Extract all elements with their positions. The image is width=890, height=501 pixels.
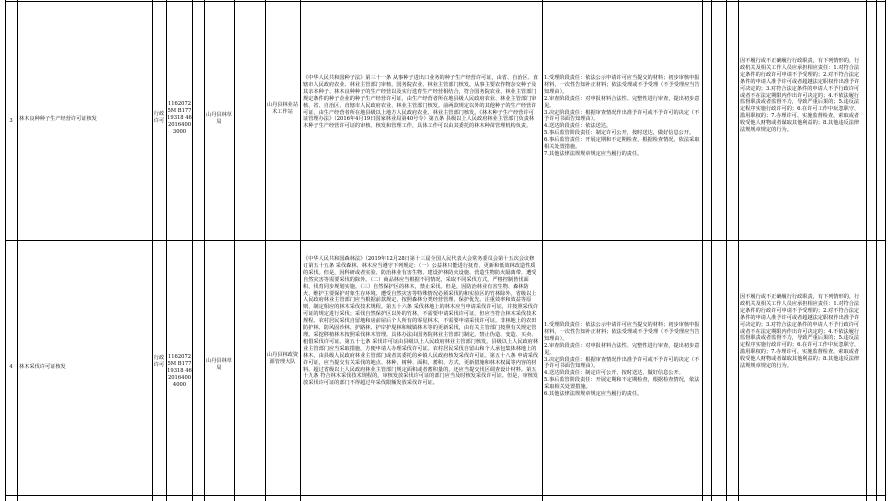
item-name: 林木良种种子生产经营许可证核发	[19, 116, 97, 122]
legal-basis: 《中华人民共和国种子法》第三十一条 从事种子进出口业务的种子生产经营许可证，由省、自治区、直辖市人民政府农业、林业主管部门审核，国务院农业、林业主管部门核发。从事主要农作物杂交种子及其亲本种子、林木良种种子的生产经营以及实行选育生产经营相结合，符合国务院农业、林业主管部门规定条件的种子企业的种子生产经营许可证，由生产经营者所在地县级人民政府农业、林业主管部门审核，省、自治区、直辖市人民政府农业、林业主管部门核发。前两款规定以外的其他种子的生产经营许可证，由生产经营者所在地县级以上地方人民政府农业、林业主管部门核发。《林木种子生产经营许可证管理办法》（2016年4月19日国家林业局第40号令）第五条 县级以上人民政府林业主管部门负责林木种子生产经营许可证的审核、核发和管理工作，具体工作可以由其委托的林木种苗管理机构负责。	[303, 75, 539, 130]
item-name: 林木采伐许可证核发	[19, 364, 66, 370]
responsibility-duties: 1.受理阶段责任：依法公示申请许可应当提交的材料；初步审核申报材料，一次性告知补正材料；依法受理或不予受理（不予受理应当告知理由）。 2.审查阶段责任：对申报材料合法性、完整性进行审查，提出初步意见。 3.决定阶段责任：根据审查情况作出准予许可或不予许可的决定（不予许可书面告知理由）。 4.送达阶段责任：制定许可公开，按时送达，做好信息公开。 5.事后监管阶段责任：开展定期和不定期检查，根据检查情况，依法采取相关处置措施。 6.其他法律法规规章规定应当履行的责任。	[544, 322, 700, 398]
column-divider	[204, 0, 205, 501]
column-divider	[192, 0, 193, 501]
column-divider	[738, 0, 739, 501]
legal-basis: 《中华人民共和国森林法》（2019年12月28日第十三届全国人民代表大会常务委员会第十五次会议修订第五十五条 采伐森林、林木应当遵守下列规定：（一）公益林只能进行抚育、更新和低效林改造性质的采伐。但是，因科研或者实验、防治林业有害生物、建设护林防火设施、营造生物防火隔离带、遭受自然灾害等需要采伐的除外。（二）商品林应当根据不同情况，采取不同采伐方式，严格控制皆伐面积，伐育同步规划实施。（三）自然保护区的林木，禁止采伐。但是，因防治林业有害生物、森林防火、维护主要保护对象生存环境、遭受自然灾害等特殊情况必须采伐的和实验区的竹林除外。省级以上人民政府林业主管部门应当根据前款规定，按照森林分类经营管理、保护优先、注重效率和效益等原则，制定相应的林木采伐技术规程。第五十六条 采伐林地上的林木应当申请采伐许可证，并按照采伐许可证的规定进行采伐；采伐自然保护区以外的竹林，不需要申请采伐许可证，但应当符合林木采伐技术规程。农村居民采伐自留地和房前屋后个人所有的零星林木，不需要申请采伐许可证。非林地上的农田防护林、防风固沙林、护路林、护岸护堤林和城镇林木等的更新采伐，由有关主管部门按照有关规定管理。采挖移植林木按照采伐林木管理。具体办法由国务院林业主管部门制定。禁止伪造、变造、买卖、租借采伐许可证。第五十七条 采伐许可证由县级以上人民政府林业主管部门核发。县级以上人民政府林业主管部门应当采取措施，方便申请人办理采伐许可证。农村居民采伐自留山和个人承包集体林地上的林木，由县级人民政府林业主管部门或者其委托的乡镇人民政府核发采伐许可证。第五十八条 申请采伐许可证，应当提交有关采伐的地点、林种、树种、面积、蓄积、方式、更新措施和林木权属等内容的材料。超过省级以上人民政府林业主管部门规定面积或者蓄积量的，还应当提交伐区调查设计材料。第五十九条 符合林木采伐技术规程的，审核发放采伐许可证的部门应当及时核发采伐许可证。但是，审核发放采伐许可证的部门不得超过年采伐限额发放采伐许可证。	[303, 256, 539, 387]
implementing-agency: 山丹县林草局	[206, 112, 232, 125]
column-divider	[152, 0, 153, 501]
column-divider	[542, 0, 543, 501]
row-divider	[5, 240, 885, 241]
column-divider	[866, 0, 867, 501]
item-code: 11620725M B17719318 462016400 4000	[167, 354, 192, 388]
column-divider	[300, 0, 301, 501]
column-divider	[17, 0, 18, 501]
item-category: 行政许可	[153, 111, 165, 124]
row-index: 3	[9, 118, 13, 124]
column-divider	[166, 0, 167, 501]
handling-unit: 山丹县林政资源管理大队	[266, 352, 299, 365]
column-divider	[876, 0, 877, 501]
row-divider	[5, 1, 885, 2]
column-divider	[726, 0, 727, 501]
column-divider	[265, 0, 266, 501]
row-divider	[5, 495, 885, 496]
column-divider	[711, 0, 712, 501]
accountability-terms: 因不履行或不正确履行行政职责，有下列情形的，行政机关及相关工作人员应承担相应责任：1.对符合法定条件的行政许可申请不予受理的；2.对不符合法定条件的申请人准予许可或者超越法定职权作出准予许可决定的；3.对符合法定条件的申请人不予行政许可或者不在法定期限内作出许可决定的；4.不依法履行监督职责或者监督不力，导致严重后果的；5.违反法定程序实施行政许可的；6.在许可工作中玩忽职守、滥用职权的；7.办理许可、实施监督检查，索取或者收受他人财物或者谋取其他利益的；8.其他违反法律法规规章规定的行为。	[740, 58, 860, 134]
accountability-terms: 因不履行或不正确履行行政职责，有下列情形的，行政机关及相关工作人员应承担相应责任：1.对符合法定条件的行政许可申请不予受理的；2.对不符合法定条件的申请人准予许可或者超越法定职权作出准予许可决定的；3.对符合法定条件的申请人不予行政许可或者不在法定期限内作出许可决定的；4.不依法履行监督职责或者监督不力，导致严重后果的；5.违反法定程序实施行政许可的；6.在许可工作中玩忽职守、滥用职权的；7.办理许可、实施监督检查，索取或者收受他人财物或者谋取其他利益的；8.其他违反法律法规规章规定的行为。	[740, 294, 860, 370]
responsibility-duties: 1.受理阶段责任：依法公示申请许可应当提交的材料；初步审核申报材料，一次性告知补正材料；依法受理或不予受理（不予受理应当告知理由）。 2.审查阶段责任：对申报材料合法性、完整性进行审查，提出初步意见。 3.决定阶段责任：根据审查情况作出准予许可或不予许可的决定（不予许可书面告知理由）。 4.送达阶段责任：依法送达。 5.事后监管阶段责任：制定许可公开，按时送达，做好信息公开。 6.事后监管责任：开展定期和不定期检查，根据检查情况，依法采取相关处置措施。 7.其他法律法规规章规定应当履行的责任。	[544, 75, 700, 157]
item-category: 行政许可	[153, 355, 165, 368]
implementing-agency: 山丹县林草局	[206, 358, 232, 371]
column-divider	[702, 0, 703, 501]
item-code: 11620725M B17719318 462016400 3000	[167, 101, 192, 135]
row-index: 4	[9, 364, 13, 370]
column-divider	[885, 0, 886, 501]
column-divider	[234, 0, 235, 501]
column-divider	[5, 0, 6, 501]
handling-unit: 山丹县林业站术工作站	[266, 102, 299, 115]
